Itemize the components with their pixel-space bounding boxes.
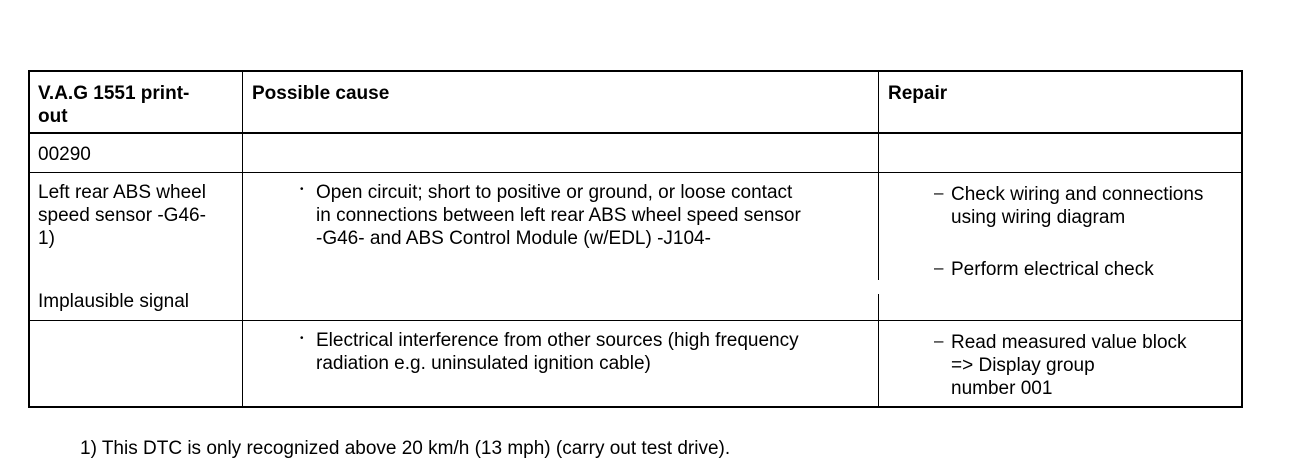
dash-icon: – <box>934 331 944 350</box>
footnote: 1) This DTC is only recognized above 20 km/h (13 mph) (carry out test drive). <box>80 438 731 459</box>
header-divider <box>30 132 1241 134</box>
dash-icon: – <box>934 258 944 277</box>
column-divider <box>878 72 879 280</box>
repair-text: Read measured value block => Display group number 001 <box>951 332 1187 399</box>
repair-text: Check wiring and connections using wiring diagram <box>951 184 1204 228</box>
row-divider <box>30 172 1241 173</box>
symptom-text: Implausible signal <box>38 291 190 312</box>
row-divider <box>30 320 1241 321</box>
component-name: Left rear ABS wheel speed sensor -G46- 1) <box>38 182 206 249</box>
header-printout: V.A.G 1551 print- out <box>38 83 190 127</box>
cause-text: Open circuit; short to positive or ground, or loose contact in connections between left rear ABS wheel speed sensor -G46- and ABS Control Module (w/EDL) -J104- <box>316 182 801 249</box>
bullet-icon: • <box>300 184 304 195</box>
cause-text: Electrical interference from other sources (high frequency radiation e.g. uninsulated ignition cable) <box>316 330 799 374</box>
dash-icon: – <box>934 183 944 202</box>
column-divider <box>242 72 243 406</box>
column-divider <box>878 294 879 406</box>
dtc-table <box>28 70 1243 408</box>
bullet-icon: • <box>300 333 304 344</box>
fault-code: 00290 <box>38 144 91 165</box>
header-repair: Repair <box>888 83 948 104</box>
header-possible-cause: Possible cause <box>252 83 390 104</box>
repair-text: Perform electrical check <box>951 259 1154 280</box>
